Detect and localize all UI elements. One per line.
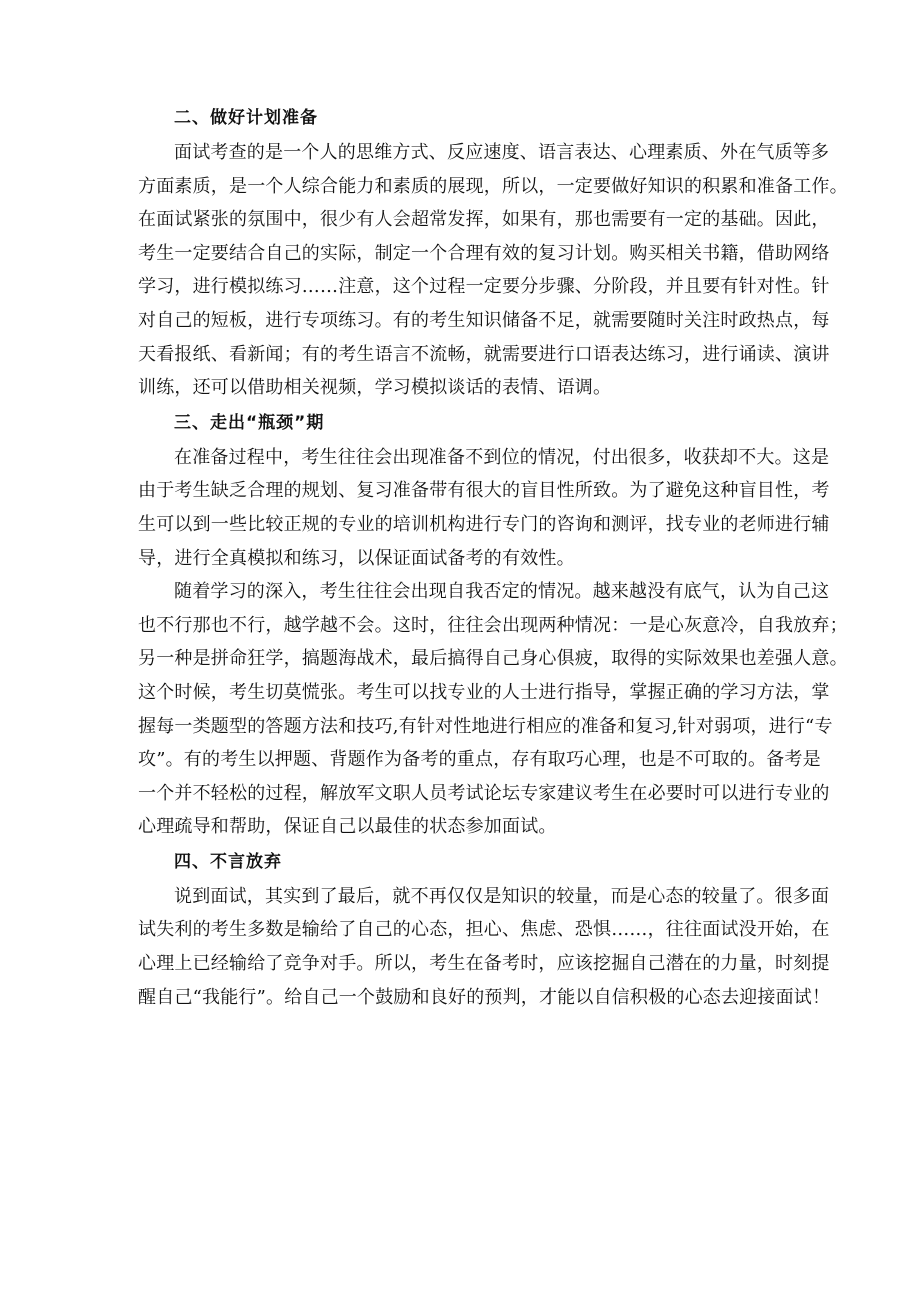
paragraph-line: 导，进行全真模拟和练习，以保证面试备考的有效性。 bbox=[138, 547, 575, 569]
section-heading: 三、走出“瓶颈”期 bbox=[174, 412, 325, 433]
paragraph-line: 心理上已经输给了竞争对手。所以，考生在备考时，应该挖掘自己潜在的力量，时刻提 bbox=[138, 953, 830, 975]
paragraph-line: 随着学习的深入，考生往往会出现自我否定的情况。越来越没有底气，认为自己这 bbox=[174, 581, 830, 603]
paragraph-line: 考生一定要结合自己的实际，制定一个合理有效的复习计划。购买相关书籍，借助网络 bbox=[138, 242, 830, 264]
paragraph-line: 说到面试，其实到了最后，就不再仅仅是知识的较量，而是心态的较量了。很多面 bbox=[174, 885, 830, 907]
paragraph-line: 由于考生缺乏合理的规划、复习准备带有很大的盲目性所致。为了避免这种盲目性，考 bbox=[138, 480, 830, 502]
section-heading: 四、不言放弃 bbox=[174, 851, 282, 872]
paragraph-line: 也不行那也不行，越学越不会。这时，往往会出现两种情况：一是心灰意冷，自我放弃； bbox=[138, 614, 848, 636]
section-plan-preparation bbox=[138, 100, 848, 405]
section-bottleneck bbox=[138, 405, 848, 844]
paragraph-line: 一个并不轻松的过程，解放军文职人员考试论坛专家建议考生在必要时可以进行专业的 bbox=[138, 782, 830, 804]
paragraph-line: 生可以到一些比较正规的专业的培训机构进行专门的咨询和测评，找专业的老师进行辅 bbox=[138, 513, 830, 535]
section-never-give-up bbox=[138, 844, 831, 1014]
section-heading: 二、做好计划准备 bbox=[174, 108, 318, 128]
paragraph-line: 对自己的短板，进行专项练习。有的考生知识储备不足，就需要随时关注时政热点，每 bbox=[138, 309, 830, 331]
paragraph-line: 醒自己“我能行”。给自己一个鼓励和良好的预判，才能以自信积极的心态去迎接面试！ bbox=[138, 986, 831, 1008]
paragraph bbox=[138, 136, 848, 405]
paragraph-line: 这个时候，考生切莫慌张。考生可以找专业的人士进行指导，掌握正确的学习方法，掌 bbox=[138, 681, 830, 703]
paragraph-line: 握每一类题型的答题方法和技巧,有针对性地进行相应的准备和复习,针对弱项，进行“专 bbox=[138, 715, 833, 737]
paragraph bbox=[138, 575, 848, 844]
paragraph-line: 试失利的考生多数是输给了自己的心态，担心、焦虑、恐惧……，往往面试没开始，在 bbox=[138, 919, 830, 941]
paragraph-line: 攻”。有的考生以押题、背题作为备考的重点，存有取巧心理，也是不可取的。备考是 bbox=[138, 749, 821, 771]
paragraph-line: 学习，进行模拟练习……注意，这个过程一定要分步骤、分阶段，并且要有针对性。针 bbox=[138, 276, 830, 298]
paragraph-line: 在准备过程中，考生往往会出现准备不到位的情况，付出很多，收获却不大。这是 bbox=[174, 446, 830, 468]
paragraph-line: 天看报纸、看新闻；有的考生语言不流畅，就需要进行口语表达练习，进行诵读、演讲 bbox=[138, 343, 830, 365]
paragraph bbox=[138, 441, 830, 575]
paragraph-line: 方面素质，是一个人综合能力和素质的展现，所以，一定要做好知识的积累和准备工作。 bbox=[138, 175, 848, 197]
paragraph-line: 面试考查的是一个人的思维方式、反应速度、语言表达、心理素质、外在气质等多 bbox=[174, 142, 830, 163]
paragraph-line: 心理疏导和帮助，保证自己以最佳的状态参加面试。 bbox=[138, 816, 557, 838]
document-body bbox=[138, 100, 848, 1014]
paragraph bbox=[138, 880, 831, 1014]
paragraph-line: 训练，还可以借助相关视频，学习模拟谈话的表情、语调。 bbox=[138, 377, 612, 399]
paragraph-line: 另一种是拼命狂学，搞题海战术，最后搞得自己身心俱疲，取得的实际效果也差强人意。 bbox=[138, 648, 848, 670]
paragraph-line: 在面试紧张的氛围中，很少有人会超常发挥，如果有，那也需要有一定的基础。因此， bbox=[138, 209, 830, 231]
